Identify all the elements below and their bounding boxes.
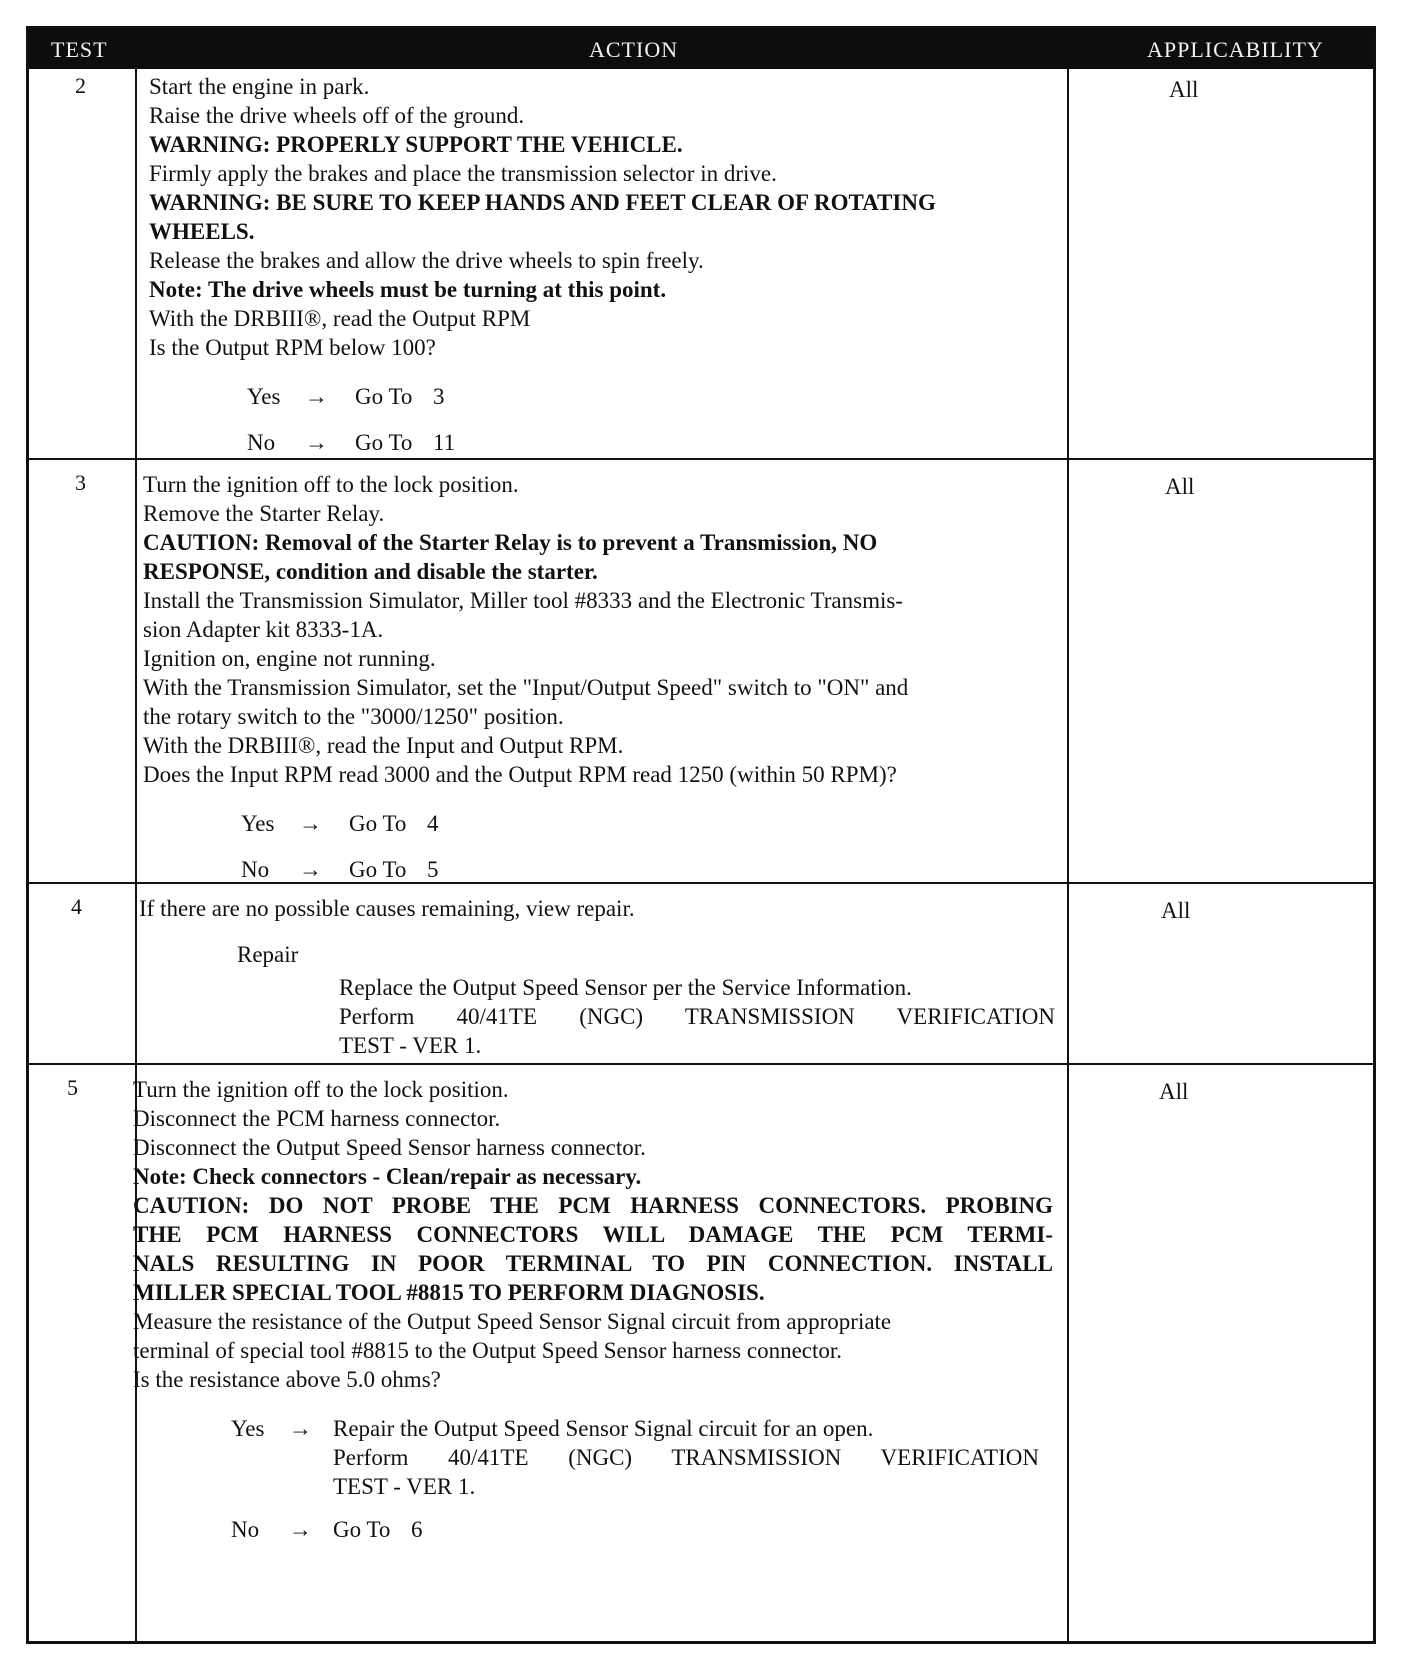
note-line: Note: Check connectors - Clean/repair as necessary. — [133, 1164, 642, 1189]
note-line: Note: The drive wheels must be turning at this point. — [149, 277, 667, 302]
header-test: TEST — [51, 37, 108, 62]
repair-line: TEST - VER 1. — [339, 1033, 482, 1058]
action-line: the rotary switch to the "3000/1250" position. — [143, 704, 564, 729]
warning-line: WHEELS. — [149, 219, 255, 244]
diagnostic-table — [26, 26, 1376, 1644]
caution-line: RESPONSE, condition and disable the starter. — [143, 559, 598, 584]
applicability-value: All — [1159, 1079, 1189, 1104]
action-line: Raise the drive wheels off of the ground. — [149, 103, 525, 128]
repair-label: Repair — [237, 942, 299, 967]
action-line: Ignition on, engine not running. — [143, 646, 436, 671]
action-line: With the DRBIII®, read the Output RPM — [149, 306, 531, 331]
action-line: sion Adapter kit 8333-1A. — [143, 617, 384, 642]
table-header — [29, 29, 1373, 69]
test-number: 2 — [75, 73, 86, 98]
action-line: Release the brakes and allow the drive wheels to spin freely. — [149, 248, 704, 273]
action-line: Disconnect the PCM harness connector. — [133, 1106, 501, 1131]
warning-line: WARNING: BE SURE TO KEEP HANDS AND FEET CLEAR OF ROTATING — [149, 190, 936, 215]
repair-line: Replace the Output Speed Sensor per the Service Information. — [339, 975, 912, 1000]
applicability-value: All — [1161, 898, 1191, 923]
caution-line: CAUTION: DO NOT PROBE THE PCM HARNESS CONNECTORS. PROBING — [133, 1193, 1053, 1218]
caution-line: MILLER SPECIAL TOOL #8815 TO PERFORM DIAGNOSIS. — [133, 1280, 765, 1305]
header-action: ACTION — [589, 37, 679, 62]
caution-line: NALS RESULTING IN POOR TERMINAL TO PIN CONNECTION. INSTALL — [133, 1251, 1053, 1276]
header-applicability: APPLICABILITY — [1147, 37, 1324, 62]
caution-line: THE PCM HARNESS CONNECTORS WILL DAMAGE THE PCM TERMI- — [133, 1222, 1053, 1247]
warning-line: WARNING: PROPERLY SUPPORT THE VEHICLE. — [149, 132, 683, 157]
action-line: Is the Output RPM below 100? — [149, 335, 436, 360]
action-line: Install the Transmission Simulator, Miller tool #8333 and the Electronic Transmis- — [143, 588, 903, 613]
option-no: No → Go To 11 — [247, 430, 456, 455]
action-line: Disconnect the Output Speed Sensor harness connector. — [133, 1135, 646, 1160]
option-yes: Yes → Repair the Output Speed Sensor Signal circuit for an open. Perform 40/41TE (NGC) TRANSMISSION VERIFICATION TEST - VER 1. — [231, 1416, 1039, 1499]
caution-line: CAUTION: Removal of the Starter Relay is to prevent a Transmission, NO — [143, 530, 878, 555]
action-line: Is the resistance above 5.0 ohms? — [133, 1367, 441, 1392]
option-no: No → Go To 6 — [231, 1517, 423, 1542]
option-yes: Yes → Go To 4 — [241, 811, 439, 836]
action-line: Remove the Starter Relay. — [143, 501, 385, 526]
action-line: Measure the resistance of the Output Speed Sensor Signal circuit from appropriate — [133, 1309, 892, 1334]
action-line: Does the Input RPM read 3000 and the Output RPM read 1250 (within 50 RPM)? — [143, 762, 897, 787]
test-number: 5 — [67, 1075, 78, 1100]
applicability-value: All — [1169, 77, 1199, 102]
table-row — [29, 458, 1373, 882]
action-text — [143, 470, 1059, 884]
repair-text — [139, 973, 1055, 1060]
action-text — [139, 894, 1055, 1060]
action-line: Firmly apply the brakes and place the transmission selector in drive. — [149, 161, 777, 186]
repair-line: Perform 40/41TE (NGC) TRANSMISSION VERIFICATION — [339, 1004, 1055, 1029]
table-row — [29, 1063, 1373, 1542]
action-line: With the Transmission Simulator, set the "Input/Output Speed" switch to "ON" and — [143, 675, 909, 700]
action-text — [149, 72, 1059, 457]
option-yes: Yes → Go To 3 — [247, 384, 445, 409]
action-line: If there are no possible causes remaining, view repair. — [139, 896, 635, 921]
action-line: Turn the ignition off to the lock position. — [143, 472, 519, 497]
applicability-value: All — [1165, 474, 1195, 499]
test-number: 3 — [75, 470, 86, 495]
yes-result: Repair the Output Speed Sensor Signal circuit for an open. Perform 40/41TE (NGC) TRANSMISSION VERIFICATION TEST - VER 1. — [333, 1416, 1039, 1499]
action-line: Start the engine in park. — [149, 74, 370, 99]
test-number: 4 — [71, 894, 82, 919]
table-row — [29, 882, 1373, 1058]
option-no: No → Go To 5 — [241, 857, 439, 882]
action-line: terminal of special tool #8815 to the Output Speed Sensor harness connector. — [133, 1338, 843, 1363]
action-line: Turn the ignition off to the lock position. — [133, 1077, 509, 1102]
column-divider — [1067, 69, 1069, 1641]
action-line: With the DRBIII®, read the Input and Output RPM. — [143, 733, 624, 758]
action-text — [133, 1075, 1053, 1544]
